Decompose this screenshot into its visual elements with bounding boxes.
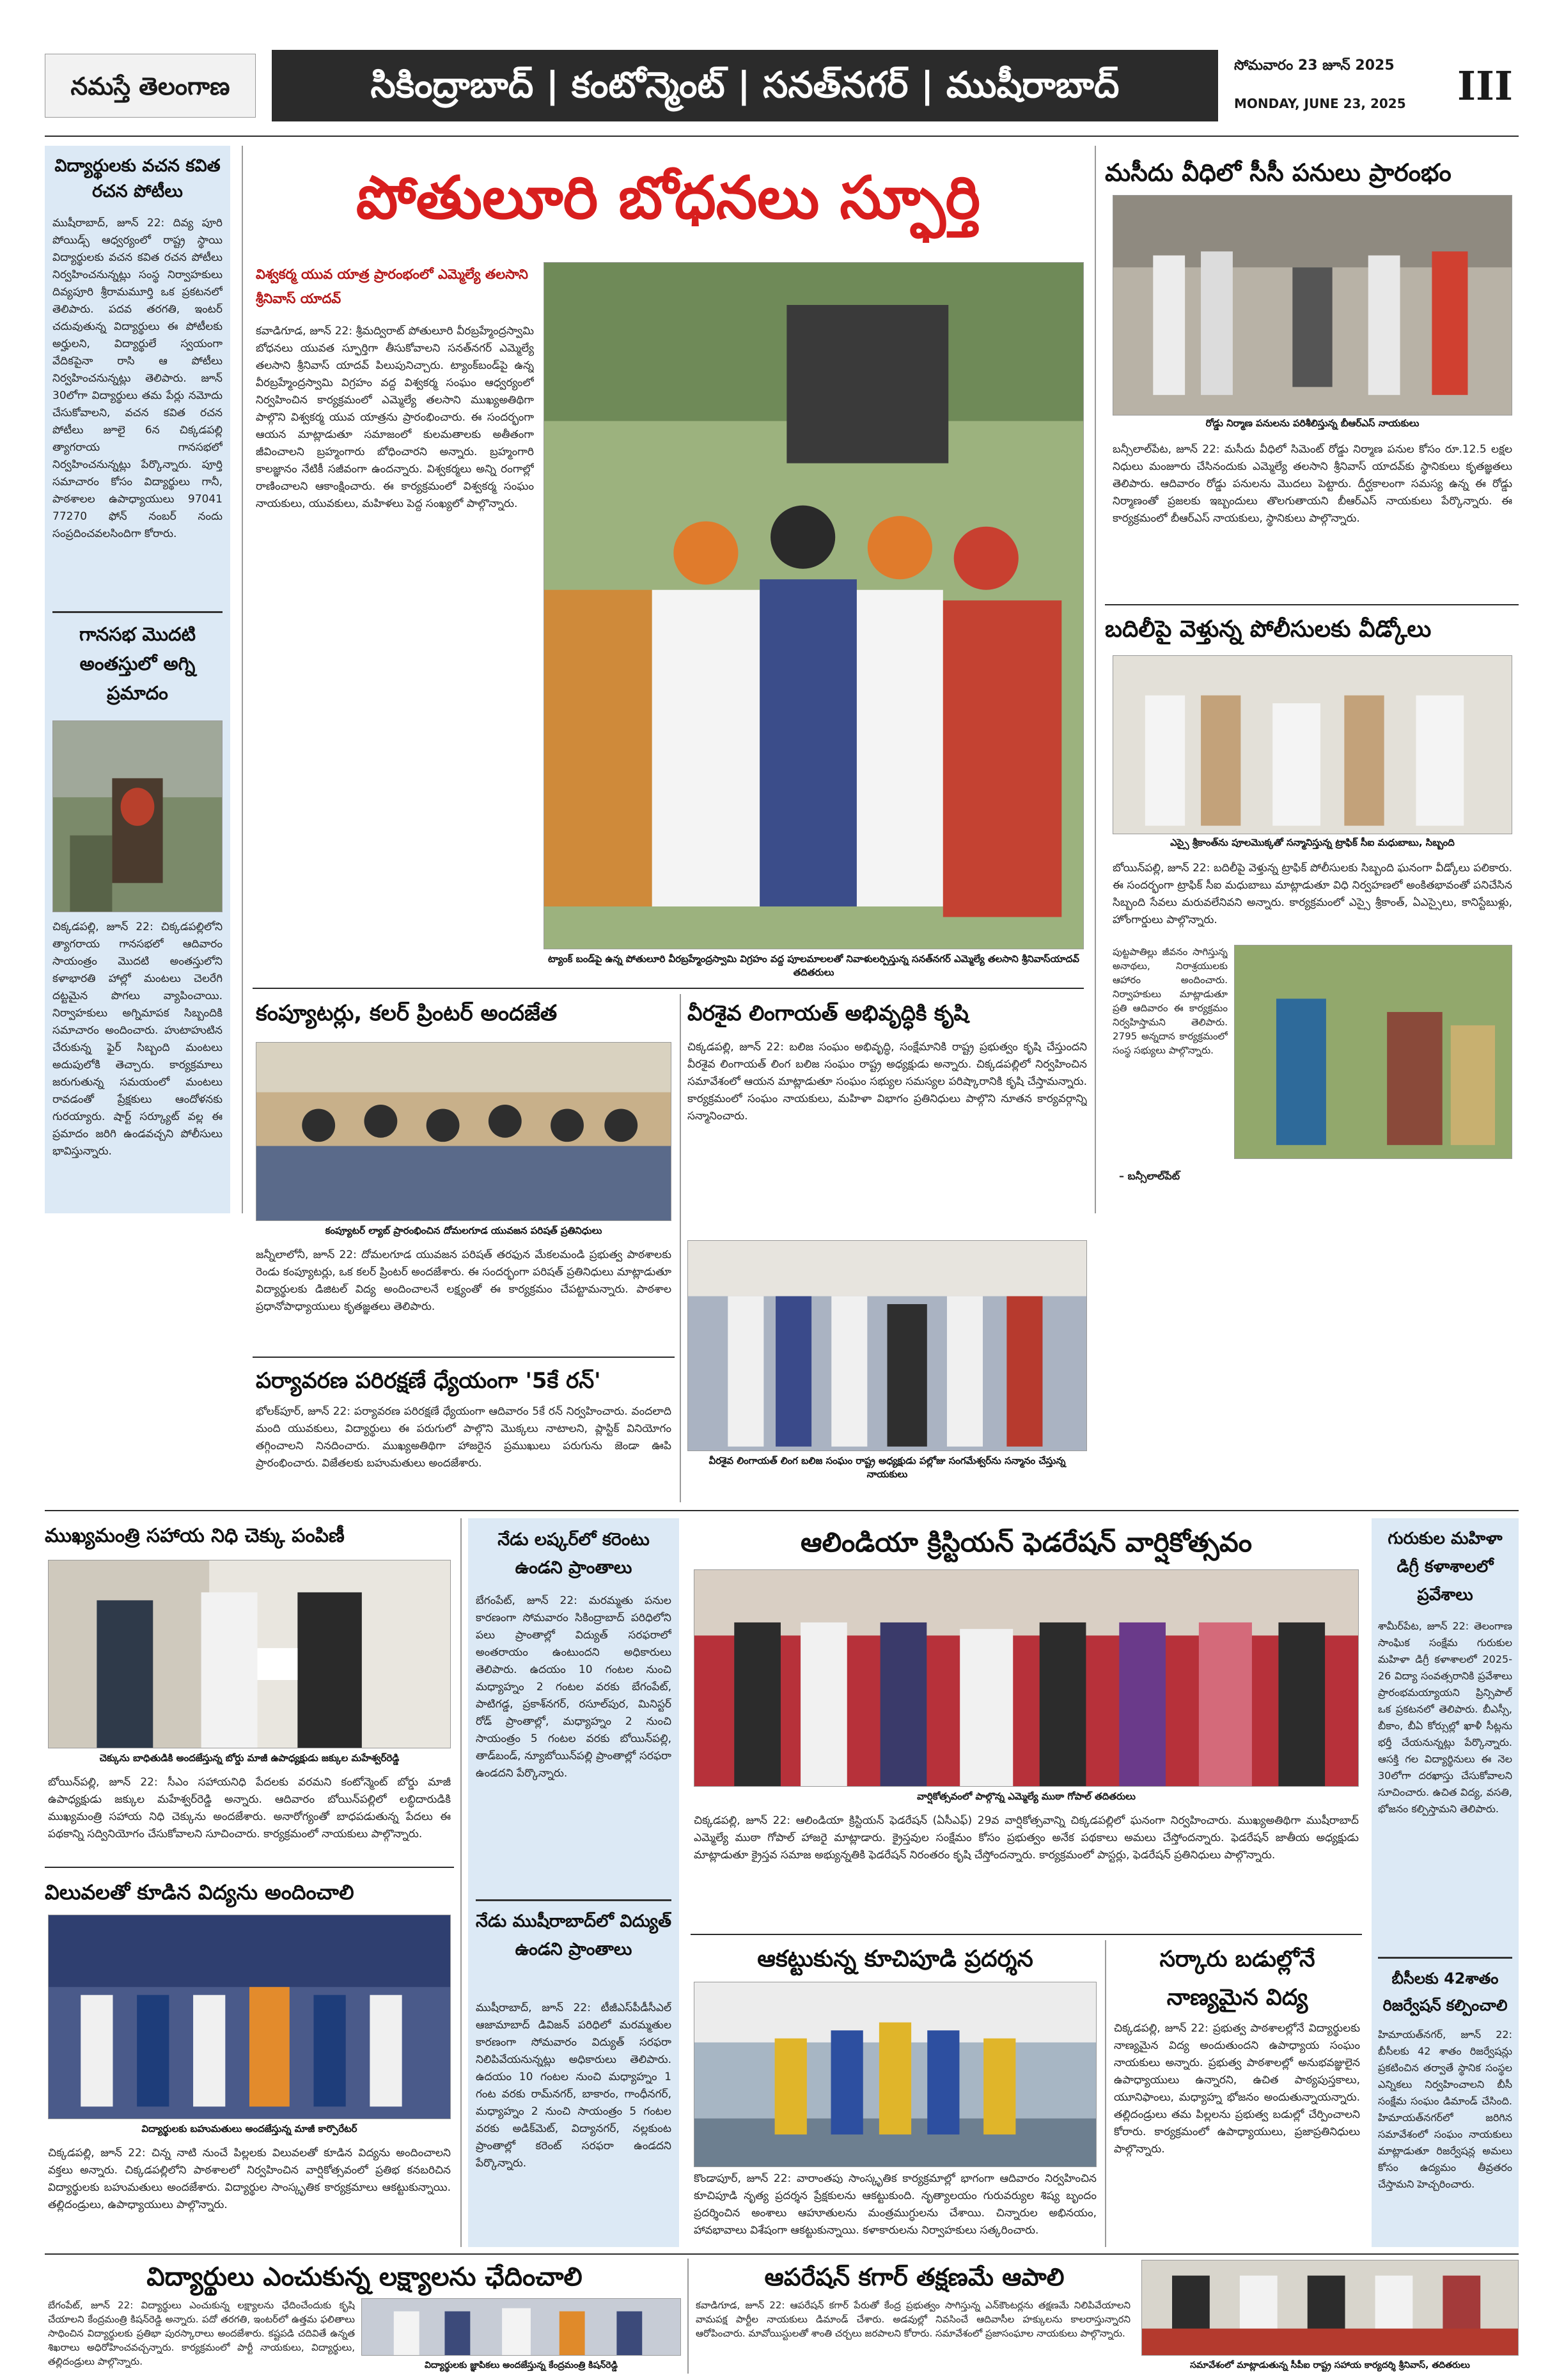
veerashaiva-photo [687,1240,1087,1451]
computers-headline: కంప్యూటర్లు, కలర్ ప్రింటర్ అందజేత [256,1000,558,1026]
section-rule [1105,604,1519,605]
lakshyalu-photo [361,2298,681,2356]
veerashaiva-caption: వీరశైవ లింగాయత్ లింగ బలిజ సంఘం రాష్ట్ర అధ్యక్షుడు పల్లోజు సంగమేశ్వర్‌ను సన్మానం చేస్తున్న నాయకులు [708,1455,1066,1480]
ganasabha-headline: గానసభ మొదటి అంతస్తులో అగ్ని ప్రమాదం [79,623,196,704]
current-musheerabad-headline: నేడు ముషీరాబాద్‌లో విద్యుత్ ఉండని ప్రాంతాలు [476,1911,671,1959]
vilu-body: చిక్కడపల్లి, జూన్ 22: చిన్న నాటి నుంచే పిల్లలకు విలువలతో కూడిన విద్యను అందించాలని వక్తలు అన్నారు. చిక్కడపల్లిలోని పాఠశాలలో నిర్వహించిన వార్షికోత్సవంలో ప్రతిభ కనబరిచిన విద్యార్థులకు బహుమతులు అందజేశారు. విద్యార్థుల సాంస్కృతిక కార్యక్రమాలు ఆకట్టుకున్నాయి. తల్లిదండ్రులు, ఉపాధ్యాయులు పాల్గొన్నారు. [48,2147,451,2211]
area-banner: సికింద్రాబాద్ | కంటోన్మెంట్ | సనత్‌నగర్ | ముషీరాబాద్ [272,50,1218,121]
poor-body: పుట్టపాతిల్లు జీవనం సాగిస్తున్న అనాథలు, నిరాశ్రయులకు ఆహారం అందించారు. నిర్వాహకులు మాట్లాడుతూ ప్రతి ఆదివారం ఈ కార్యక్రమం నిర్వహిస్తామని తెలిపారు. 2795 అన్నదాన కార్యక్రమంలో సంస్థ సభ్యులు పాల్గొన్నారు. [1113,946,1228,1056]
date-telugu: సోమవారం 23 జూన్ 2025 [1234,58,1395,74]
lakshyalu-caption: విద్యార్థులకు జ్ఞాపికలు అందజేస్తున్న కేంద్రమంత్రి కిషన్‌రెడ్డి [425,2360,618,2370]
vilu-photo [48,1915,451,2119]
masidu-photo [1113,195,1512,416]
left-sidebar [45,146,230,1213]
christian-caption: వార్షికోత్సవంలో పాల్గొన్న ఎమ్మెల్యే ముఠా గోపాల్ తదితరులు [917,1791,1136,1802]
christian-photo [694,1569,1359,1787]
computers-caption: కంప్యూటర్ ల్యాబ్ ప్రారంభించిన దోమలగూడ యువజన పరిషత్ ప్రతినిధులు [325,1225,602,1236]
police-body: బోయిన్‌పల్లి, జూన్ 22: బదిలీపై వెళ్తున్న ట్రాఫిక్ పోలీసులకు సిబ్బంది ఘనంగా వీడ్కోలు పలికారు. ఈ సందర్భంగా ట్రాఫిక్ సీఐ మధుబాబు మాట్లాడుతూ విధి నిర్వహణలో అంకితభావంతో పనిచేసిన సిబ్బంది సేవలు మరువలేనివని అన్నారు. కార్యక్రమంలో ఎస్సై శ్రీకాంత్, ఏఎస్సైలు, కానిస్టేబుళ్లు, హోంగార్డులు పాల్గొన్నారు. [1113,862,1512,926]
ganasabha-body: చిక్కడపల్లి, జూన్ 22: చిక్కడపల్లిలోని త్యాగరాయ గానసభలో ఆదివారం సాయంత్రం మొదటి అంతస్తులోని కళాభారతి హాల్లో మంటలు చెలరేగి దట్టమైన పొగలు వ్యాపించాయి. నిర్వాహకులు అగ్నిమాపక సిబ్బందికి సమాచారం అందించారు. హుటాహుటిన చేరుకున్న ఫైర్ సిబ్బంది మంటలు అదుపులోకి తెచ్చారు. కార్యక్రమాలు జరుగుతున్న సమయంలో మంటలు రావడంతో ప్రేక్షకులు ఆందోళనకు గురయ్యారు. షార్ట్ సర్క్యూట్ వల్ల ఈ ప్రమాదం జరిగి ఉండవచ్చని పోలీసులు భావిస్తున్నారు. [52,921,223,1158]
fire-photo [52,720,223,912]
section-rule [253,1357,675,1358]
cmrf-caption: చెక్కును బాధితుడికి అందజేస్తున్న బోర్డు మాజీ ఉపాధ్యక్షుడు జక్కుల మహేశ్వర్‌రెడ్డి [99,1752,400,1764]
masthead [45,45,1519,128]
police-headline: బదిలీపై వెళ్తున్న పోలీసులకు వీడ్కోలు [1105,616,1432,642]
gurukul-headline: గురుకుల మహిళా డిగ్రీ కళాశాలలో ప్రవేశాలు [1388,1529,1503,1605]
masidu-body: బన్సీలాల్‌పేట, జూన్ 22: మసీదు వీధిలో సిమెంట్ రోడ్డు నిర్మాణ పనుల కోసం రూ.12.5 లక్షల నిధులు మంజూరు చేసినందుకు ఎమ్మెల్యే తలసాని శ్రీనివాస్ యాదవ్‌కు స్థానికులు కృతజ్ఞతలు తెలిపారు. ఆదివారం రోడ్డు పనులను మొదలు పెట్టారు. దీర్ఘకాలంగా సమస్య ఉన్న ఈ రోడ్డు నిర్మాణంతో ప్రజలకు ఇబ్బందులు తొలగుతాయని బీఆర్ఎస్ నాయకులు పేర్కొన్నారు. ఈ కార్యక్రమంలో బీఆర్ఎస్ నాయకులు, స్థానికులు పాల్గొన్నారు. [1113,443,1512,525]
fivek-headline: పర్యావరణ పరిరక్షణే ధ్యేయంగా '5కే రన్' [256,1368,601,1394]
vilu-headline: విలువలతో కూడిన విద్యను అందించాలి [45,1880,354,1904]
christian-headline: ఆలిండియా క్రిస్టియన్ ఫెడరేషన్ వార్షికోత్సవం [801,1527,1252,1558]
masthead-rule [45,136,1519,137]
sarkaru-headline: సర్కారు బడుల్లోనే నాణ్యమైన విద్య [1159,1947,1315,2011]
police-caption: ఎస్సై శ్రీకాంత్‌ను పూలమొక్కతో సన్మానిస్తున్న ట్రాఫిక్ సీఐ మధుబాబు, సిబ్బంది [1170,837,1455,848]
section-rule [45,1867,454,1868]
lakshyalu-body: బేగంపేట్, జూన్ 22: విద్యార్థులు ఎంచుకున్న లక్ష్యాలను ఛేదించేందుకు కృషి చేయాలని కేంద్రమంత్రి కిషన్‌రెడ్డి అన్నారు. పదో తరగతి, ఇంటర్‌లో ఉత్తమ ఫలితాలు సాధించిన విద్యార్థులకు ప్రతిభా పురస్కారాలు అందజేశారు. కష్టపడి చదివితే ఉన్నత శిఖరాలు అధిరోహించవచ్చన్నారు. కార్యక్రమంలో పార్టీ నాయకులు, విద్యార్థులు, తల్లిదండ్రులు పాల్గొన్నారు. [48,2299,355,2367]
col-divider [680,994,681,1502]
computers-body: జన్నీలాలోనీ, జూన్ 22: దోమలగూడ యువజన పరిషత్ తరఫున మేకలమండి ప్రభుత్వ పాఠశాలకు రెండు కంప్యూటర్లు, ఒక కలర్ ప్రింటర్ అందజేశారు. ఈ సందర్భంగా పరిషత్ ప్రతినిధులు మాట్లాడుతూ విద్యార్థులకు డిజిటల్ విద్య అందించాలనే లక్ష్యంతో ఈ కార్యక్రమం చేపట్టామన్నారు. పాఠశాల ప్రధానోపాధ్యాయులు కృతజ్ఞతలు తెలిపారు. [256,1248,671,1313]
row-rule [45,1510,1519,1511]
veerashaiva-headline: వీరశైవ లింగాయత్ అభివృద్ధికి కృషి [687,1000,969,1025]
poor-photo [1234,945,1512,1159]
operation-body: కవాడిగూడ, జూన్ 22: ఆపరేషన్ కగార్ పేరుతో కేంద్ర ప్రభుత్వం సాగిస్తున్న ఎన్‌కౌంటర్లను తక్షణమే నిలిపివేయాలని వామపక్ష పార్టీల నాయకులు డిమాండ్ చేశారు. అడవుల్లో నివసించే ఆదివాసీల హక్కులను కాలరాస్తున్నారని ఆరోపించారు. మావోయిస్టులతో శాంతి చర్చలు జరపాలని కోరారు. సమావేశంలో ప్రజాసంఘాల నాయకులు పాల్గొన్నారు. [696,2299,1131,2339]
poor-byline: – బన్సీలాల్‌పేట్ [1119,1170,1180,1182]
operation-photo [1141,2260,1519,2356]
bc42-body: హిమాయత్‌నగర్, జూన్ 22: బీసీలకు 42 శాతం రిజర్వేషన్లు ప్రకటించిన తర్వాతే స్థానిక సంస్థల ఎన్నికలు నిర్వహించాలని బీసీ సంక్షేమ సంఘం డిమాండ్ చేసింది. హిమాయత్‌నగర్‌లో జరిగిన సమావేశంలో సంఘం నాయకులు మాట్లాడుతూ రిజర్వేషన్ల అమలు కోసం ఉద్యమం తీవ్రతరం చేస్తామని హెచ్చరించారు. [1378,2028,1512,2190]
pothuluri-photo [544,262,1084,949]
row-rule [45,2253,1519,2255]
police-photo [1113,655,1512,834]
operation-headline: ఆపరేషన్ కగార్ తక్షణమే ఆపాలి [764,2263,1065,2291]
pothuluri-subhead: విశ్వకర్మ యువ యాత్ర ప్రారంభంలో ఎమ్మెల్యే తలసాని శ్రీనివాస్ యాదవ్ [256,267,528,306]
operation-caption: సమావేశంలో మాట్లాడుతున్న సీపీఐ రాష్ట్ర సహాయ కార్యదర్శి శ్రీనివాస్, తదితరులు [1190,2360,1470,2370]
section-rule [691,1934,1362,1935]
masidu-caption: రోడ్డు నిర్మాణ పనులను పరిశీలిస్తున్న బీఆర్ఎస్ నాయకులు [1205,417,1420,429]
col-divider [242,146,243,1213]
pothuluri-headline: పోతులూరి బోధనలు స్ఫూర్తి [356,164,981,232]
current-musheerabad-body: ముషీరాబాద్, జూన్ 22: టీజీఎస్‌పీడీసీఎల్ ఆజామాబాద్ డివిజన్ పరిధిలో మరమ్మతుల కారణంగా సోమవారం విద్యుత్ సరఫరా నిలిపివేయనున్నట్లు అధికారులు తెలిపారు. ఉదయం 10 గంటల నుంచి మధ్యాహ్నం 1 గంట వరకు రామ్‌నగర్, బాకారం, గాంధీనగర్, మధ్యాహ్నం 2 నుంచి సాయంత్రం 5 గంటల వరకు అడిక్‌మెట్, విద్యానగర్, నల్లకుంట ప్రాంతాల్లో కరెంట్ సరఫరా ఉండదని పేర్కొన్నారు. [476,2002,671,2170]
masidu-headline: మసీదు వీధిలో సీసీ పనులు ప్రారంభం [1105,159,1451,187]
date-english: MONDAY, JUNE 23, 2025 [1234,96,1406,111]
pothuluri-caption: ట్యాంక్ బండ్‌పై ఉన్న పోతులూరి వీరబ్రహ్మేంద్రస్వామి విగ్రహం వద్ద పూలమాలలతో నివాళులర్పిస్తున్న సనత్‌నగర్ ఎమ్మెల్యే తలసాని శ్రీనివాస్‌యాదవ్ తదితరులు [548,953,1079,978]
col-divider [1105,1940,1106,2247]
bc42-headline: బీసీలకు 42శాతం రిజర్వేషన్ కల్పించాలి [1382,1970,1508,2014]
box-divider [476,1899,671,1901]
lakshyalu-headline: విద్యార్థులు ఎంచుకున్న లక్ష్యాలను ఛేదించాలి [146,2262,583,2292]
current-lashkar-headline: నేడు లష్కర్‌లో కరెంటు ఉండని ప్రాంతాలు [497,1530,650,1578]
box-divider [1378,1957,1512,1959]
cmrf-body: బోయిన్‌పల్లి, జూన్ 22: సీఎం సహాయనిధి పేదలకు వరమని కంటోన్మెంట్ బోర్డు మాజీ ఉపాధ్యక్షుడు జక్కుల మహేశ్వర్‌రెడ్డి అన్నారు. ఆదివారం బోయిన్‌పల్లిలో లబ్ధిదారుడికి ముఖ్యమంత్రి సహాయ నిధి చెక్కును అందజేశారు. అనారోగ్యంతో బాధపడుతున్న పేదలు ఈ పథకాన్ని సద్వినియోగం చేసుకోవాలని సూచించారు. కార్యక్రమంలో నాయకులు పాల్గొన్నారు. [48,1776,451,1840]
col-divider [687,2259,689,2374]
vilu-caption: విద్యార్థులకు బహుమతులు అందజేస్తున్న మాజీ కార్పొరేటర్ [141,2123,357,2135]
pothuluri-body: కవాడిగూడ, జూన్ 22: శ్రీమద్విరాట్ పోతులూరి వీరబ్రహ్మేంద్రస్వామి బోధనలు యువత స్ఫూర్తిగా తీసుకోవాలని సనత్‌నగర్ ఎమ్మెల్యే తలసాని శ్రీనివాస్ యాదవ్ పిలుపునిచ్చారు. ట్యాంక్‌బండ్‌పై ఉన్న వీరబ్రహ్మేంద్రస్వామి విగ్రహం వద్ద విశ్వకర్మ సంఘం ఆధ్వర్యంలో నిర్వహించిన కార్యక్రమంలో ఎమ్మెల్యే తలసాని ముఖ్యఅతిథిగా పాల్గొని విశ్వకర్మ యువ యాత్రను ప్రారంభించారు. ఈ సందర్భంగా ఆయన మాట్లాడుతూ సమాజంలో కులమతాలకు అతీతంగా జీవించాలని బ్రహ్మంగారు బోధించారని అన్నారు. బ్రహ్మంగారి కాలజ్ఞానం నేటికీ సజీవంగా ఉందన్నారు. విశ్వకర్మలు అన్ని రంగాల్లో రాణించాలని ఆకాంక్షించారు. ఈ కార్యక్రమంలో విశ్వకర్మ సంఘం నాయకులు, యువకులు, మహిళలు పెద్ద సంఖ్యలో పాల్గొన్నారు. [256,325,534,510]
sidebar-divider [52,611,223,613]
computers-photo [256,1042,671,1221]
sarkaru-body: చిక్కడపల్లి, జూన్ 22: ప్రభుత్వ పాఠశాలల్లోనే విద్యార్థులకు నాణ్యమైన విద్య అందుతుందని ఉపాధ్యాయ సంఘం నాయకులు అన్నారు. ప్రభుత్వ పాఠశాలల్లో అనుభవజ్ఞులైన ఉపాధ్యాయులు ఉన్నారని, ఉచిత పాఠ్యపుస్తకాలు, యూనిఫాంలు, మధ్యాహ్న భోజనం అందుతున్నాయన్నారు. తల్లిదండ్రులు తమ పిల్లలను ప్రభుత్వ బడుల్లో చేర్పించాలని కోరారు. కార్యక్రమంలో ఉపాధ్యాయులు, ప్రజాప్రతినిధులు పాల్గొన్నారు. [1114,2022,1360,2156]
kavitha-headline: విద్యార్థులకు వచన కవిత రచన పోటీలు [54,156,221,201]
col-divider [460,1518,462,2247]
cmrf-headline: ముఖ్యమంత్రి సహాయ నిధి చెక్కు పంపిణీ [45,1525,345,1547]
veerashaiva-body: చిక్కడపల్లి, జూన్ 22: బలిజ సంఘం అభివృద్ధి, సంక్షేమానికి రాష్ట్ర ప్రభుత్వం కృషి చేస్తుందని వీరశైవ లింగాయత్ లింగ బలిజ సంఘం రాష్ట్ర అధ్యక్షుడు అన్నారు. చిక్కడపల్లిలో నిర్వహించిన సమావేశంలో ఆయన మాట్లాడుతూ సంఘం సభ్యుల సమస్యల పరిష్కారానికి కృషి చేస్తామన్నారు. కార్యక్రమంలో సంఘం నాయకులు, మహిళా విభాగం ప్రతినిధులు పాల్గొని నూతన కార్యవర్గాన్ని సన్మానించారు. [687,1041,1087,1123]
page-number: III [1457,63,1513,109]
kuchipudi-headline: ఆకట్టుకున్న కూచిపూడి ప్రదర్శన [757,1946,1033,1972]
section-rule [253,988,1084,989]
brand-logo: నమస్తే తెలంగాణ [45,54,256,118]
kavitha-body: ముషీరాబాద్, జూన్ 22: దివ్య పూరి పోయిడ్స్ ఆధ్వర్యంలో రాష్ట్ర స్థాయి విద్యార్థులకు వచన కవిత రచన పోటీలు నిర్వహించనున్నట్లు సంస్థ నిర్వాహకులు దివ్యపూరి శ్రీరామమూర్తి ఒక ప్రకటనలో తెలిపారు. పదవ తరగతి, ఇంటర్ చదువుతున్న విద్యార్థులు ఈ పోటీలకు అర్హులని, విద్యార్థులే స్వయంగా వేదికపైనా రాసి ఆ పోటీలు నిర్వహించనున్నట్లు తెలిపారు. జూన్ 30లోగా విద్యార్థులు తమ పేర్లు నమోదు చేసుకోవాలని, వచన కవిత రచన పోటీలు జూలై 6న చిక్కడపల్లి త్యాగరాయ గానసభలో నిర్వహించనున్నట్లు పేర్కొన్నారు. పూర్తి సమాచారం కోసం విద్యార్థులు గానీ, పాఠశాలల ఉపాధ్యాయులు 97041 77270 ఫోన్ నంబర్ నందు సంప్రదించవలసిందిగా కోరారు. [52,217,223,540]
kuchipudi-body: కొండాపూర్, జూన్ 22: వారాంతపు సాంస్కృతిక కార్యక్రమాల్లో భాగంగా ఆదివారం నిర్వహించిన కూచిపూడి నృత్య ప్రదర్శన ప్రేక్షకులను ఆకట్టుకుంది. నృత్యాలయం గురువర్యుల శిష్య బృందం ప్రదర్శించిన అంశాలు ఆహూతులను మంత్రముగ్ధులను చేశాయి. చిన్నారుల అభినయం, హావభావాలు విశేషంగా ఆకట్టుకున్నాయి. కళాకారులను నిర్వాహకులు సత్కరించారు. [694,2172,1097,2237]
kuchipudi-photo [694,1982,1097,2167]
power-cut-box [468,1518,679,2247]
cmrf-photo [48,1560,451,1748]
gurukul-box [1372,1518,1519,2247]
fivek-body: భోలక్‌పూర్, జూన్ 22: పర్యావరణ పరిరక్షణే ధ్యేయంగా ఆదివారం 5కే రన్ నిర్వహించారు. వందలాది మంది యువకులు, విద్యార్థులు ఈ పరుగులో పాల్గొని మొక్కలు నాటాలని, ప్లాస్టిక్ వినియోగం తగ్గించాలని నినదించారు. ముఖ్యఅతిథిగా హాజరైన ప్రముఖులు పరుగును జెండా ఊపి ప్రారంభించారు. విజేతలకు బహుమతులు అందజేశారు. [256,1405,671,1470]
christian-body: చిక్కడపల్లి, జూన్ 22: ఆలిండియా క్రిస్టియన్ ఫెడరేషన్ (ఏసీఎఫ్) 29వ వార్షికోత్సవాన్ని చిక్కడపల్లిలో ఘనంగా నిర్వహించారు. ముఖ్యఅతిథిగా ముషీరాబాద్ ఎమ్మెల్యే ముఠా గోపాల్ హాజరై మాట్లాడారు. క్రైస్తవుల సంక్షేమం కోసం ప్రభుత్వం అనేక పథకాలు అమలు చేస్తోందన్నారు. ఫెడరేషన్ జాతీయ అధ్యక్షుడు మాట్లాడుతూ క్రైస్తవ సమాజ అభ్యున్నతికి ఫెడరేషన్ నిరంతరం కృషి చేస్తోందన్నారు. కార్యక్రమంలో పాస్టర్లు, ఫెడరేషన్ ప్రతినిధులు పాల్గొన్నారు. [694,1814,1359,1862]
gurukul-body: శామీర్‌పేట, జూన్ 22: తెలంగాణ సాంఘిక సంక్షేమ గురుకుల మహిళా డిగ్రీ కళాశాలలో 2025-26 విద్యా సంవత్సరానికి ప్రవేశాలు ప్రారంభమయ్యాయని ప్రిన్సిపాల్ ఒక ప్రకటనలో తెలిపారు. బీఎస్సీ, బీకాం, బీఏ కోర్సుల్లో ఖాళీ సీట్లను భర్తీ చేయనున్నట్లు పేర్కొన్నారు. ఆసక్తి గల విద్యార్థినులు ఈ నెల 30లోగా దరఖాస్తు చేసుకోవాలని సూచించారు. ఉచిత విద్య, వసతి, భోజనం కల్పిస్తామని తెలిపారు. [1378,1620,1512,1815]
col-divider [1095,146,1096,1213]
current-lashkar-body: బేగంపేట్, జూన్ 22: మరమ్మతు పనుల కారణంగా సోమవారం సికింద్రాబాద్ పరిధిలోని పలు ప్రాంతాల్లో విద్యుత్ సరఫరాలో అంతరాయం ఉంటుందని అధికారులు తెలిపారు. ఉదయం 10 గంటల నుంచి మధ్యాహ్నం 2 గంటల వరకు బేగంపేట్, పాటిగడ్డ, ప్రకాశ్‌నగర్, రసూల్‌పుర, మినిస్టర్ రోడ్ ప్రాంతాల్లో, మధ్యాహ్నం 2 నుంచి సాయంత్రం 5 గంటల వరకు బోయిన్‌పల్లి, తాడ్‌బండ్, న్యూబోయిన్‌పల్లి ప్రాంతాల్లో సరఫరా ఉండదని పేర్కొన్నారు. [476,1594,671,1780]
